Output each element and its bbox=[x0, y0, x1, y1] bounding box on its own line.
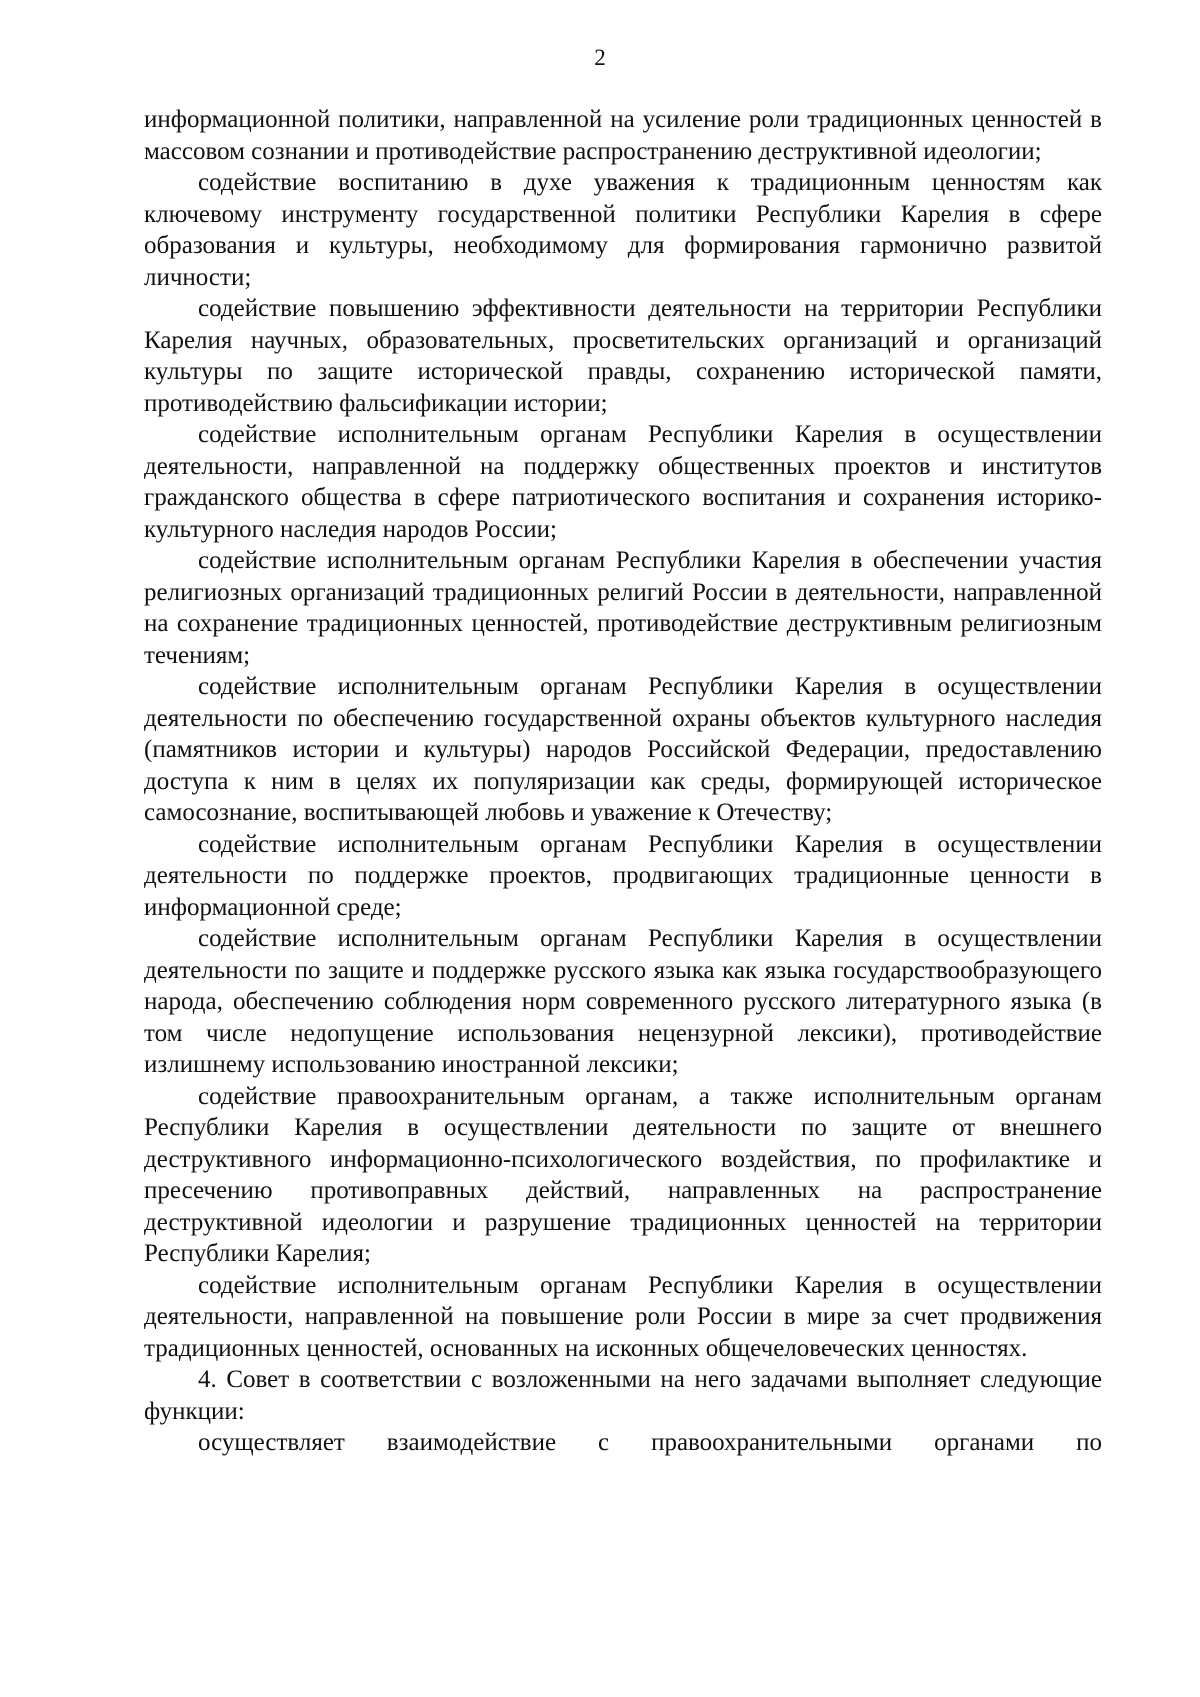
paragraph-2: содействие воспитанию в духе уважения к традиционным ценностям как ключевому инструменту государственной политики Республики Карелия в сфере образования и культуры, необходимому для формирования гармонично развитой личности; bbox=[144, 169, 1102, 291]
paragraph-6: содействие исполнительным органам Республики Карелия в осуществлении деятельности по обеспечению государственной охраны объектов культурного наследия (памятников истории и культуры) народов Российской Федерации, предоставлению доступа к ним в целях их популяризации как среды, формирующей историческое самосознание, воспитывающей любовь и уважение к Отечеству; bbox=[144, 673, 1102, 826]
paragraph-1: информационной политики, направленной на усиление роли традиционных ценностей в массовом сознании и противодействие распространению деструктивной идеологии; bbox=[144, 106, 1102, 165]
paragraph-12: осуществляет взаимодействие с правоохранительными органами по bbox=[198, 1429, 1102, 1456]
paragraph-10: содействие исполнительным органам Республики Карелия в осуществлении деятельности, направленной на повышение роли России в мире за счет продвижения традиционных ценностей, основанных на исконных общечеловеческих ценностях. bbox=[144, 1271, 1102, 1362]
paragraph-11-council-functions: 4. Совет в соответствии с возложенными на него задачами выполняет следующие функции: bbox=[144, 1366, 1102, 1425]
paragraph-9: содействие правоохранительным органам, а также исполнительным органам Республики Карелия в осуществлении деятельности по защите от внешнего деструктивного информационно-психологического воздействия, по профилактике и пресечению противоправных действий, направленных на распространение деструктивной идеологии и разрушение традиционных ценностей на территории Республики Карелия; bbox=[144, 1082, 1102, 1267]
paragraph-5: содействие исполнительным органам Республики Карелия в обеспечении участия религиозных организаций традиционных религий России в деятельности, направленной на сохранение традиционных ценностей, противодействие деструктивным религиозным течениям; bbox=[144, 547, 1102, 669]
paragraph-3: содействие повышению эффективности деятельности на территории Республики Карелия научных, образовательных, просветительских организаций и организаций культуры по защите исторической правды, сохранению исторической памяти, противодействию фальсификации истории; bbox=[144, 295, 1102, 417]
page-number: 2 bbox=[594, 45, 606, 70]
paragraph-8: содействие исполнительным органам Республики Карелия в осуществлении деятельности по защите и поддержке русского языка как языка государствообразующего народа, обеспечению соблюдения норм современного русского литературного языка (в том числе недопущение использования нецензурной лексики), противодействие излишнему использованию иностранной лексики; bbox=[144, 925, 1102, 1078]
paragraph-4: содействие исполнительным органам Республики Карелия в осуществлении деятельности, направленной на поддержку общественных проектов и институтов гражданского общества в сфере патриотического воспитания и сохранения историко-культурного наследия народов России; bbox=[144, 421, 1102, 543]
document-body bbox=[144, 104, 1102, 1459]
paragraph-7: содействие исполнительным органам Республики Карелия в осуществлении деятельности по поддержке проектов, продвигающих традиционные ценности в информационной среде; bbox=[144, 830, 1102, 921]
